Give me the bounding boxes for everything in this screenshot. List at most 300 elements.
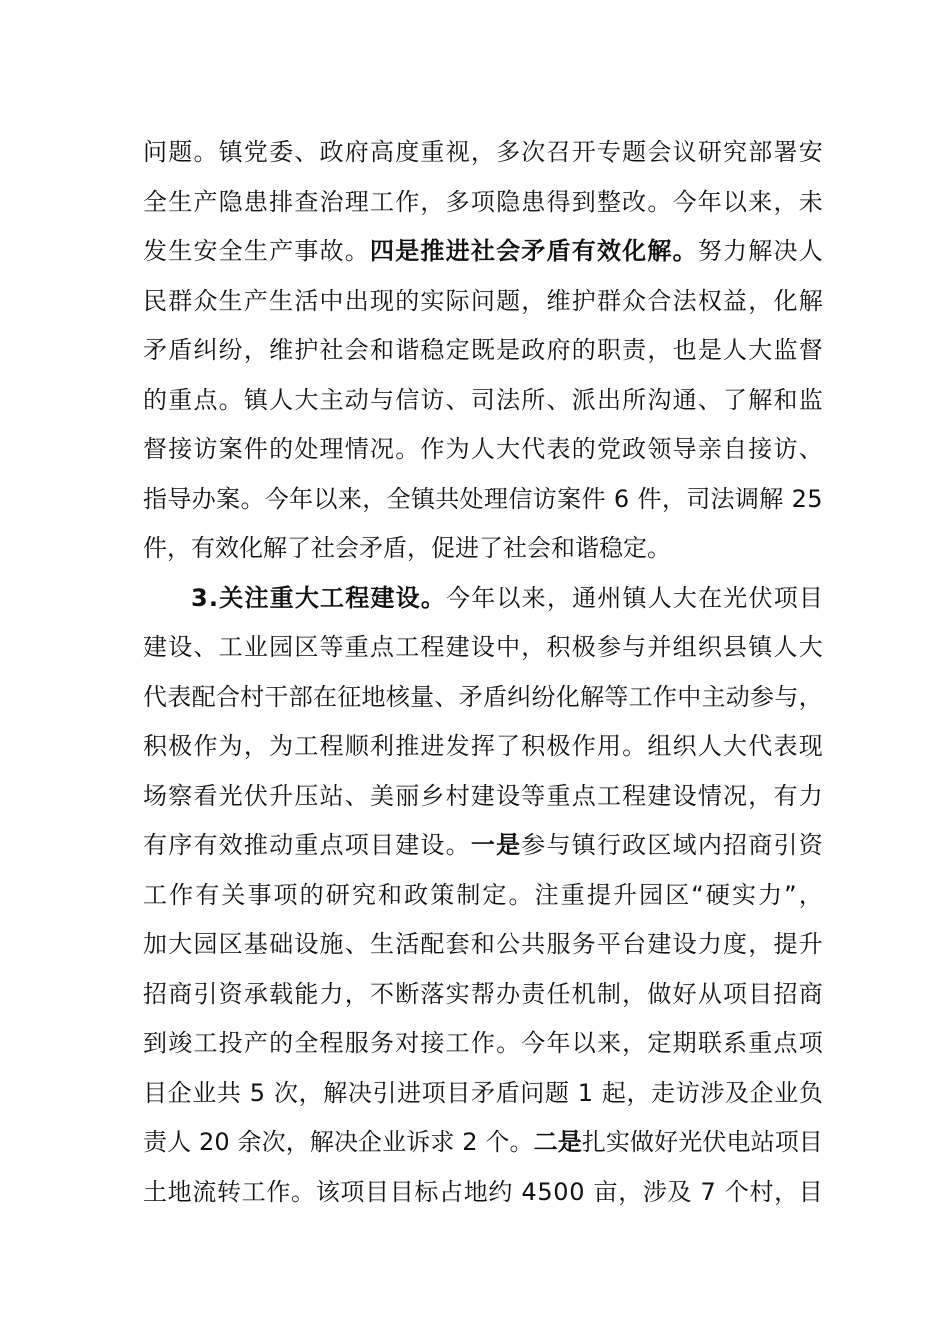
- glyph: 点: [773, 1029, 798, 1057]
- glyph: 重: [294, 831, 319, 859]
- glyph: 了: [723, 385, 748, 414]
- glyph: 是: [395, 237, 420, 265]
- glyph: 服: [344, 1029, 369, 1057]
- glyph: 与: [369, 385, 394, 414]
- glyph: ，: [298, 1078, 323, 1107]
- glyph: 重: [168, 385, 193, 414]
- glyph: 政: [622, 831, 647, 859]
- glyph: 镇: [243, 385, 268, 414]
- glyph: 代: [143, 682, 167, 711]
- glyph: 维: [546, 286, 571, 315]
- glyph: 点: [319, 831, 344, 859]
- glyph: 所: [521, 385, 546, 414]
- glyph: 程: [319, 1029, 344, 1057]
- glyph: 务: [369, 1029, 394, 1057]
- glyph: 注: [244, 583, 269, 612]
- glyph: 理: [484, 484, 509, 513]
- glyph: ，: [243, 336, 268, 364]
- glyph: 3: [191, 583, 208, 612]
- glyph: 承: [243, 979, 268, 1008]
- glyph: 全: [143, 187, 167, 216]
- glyph: 力: [319, 979, 344, 1008]
- glyph: 套: [445, 930, 470, 958]
- glyph: 社: [470, 237, 495, 265]
- glyph: 顺: [344, 732, 369, 760]
- glyph: 亲: [697, 435, 722, 463]
- glyph: 接: [168, 435, 193, 463]
- glyph: 生: [168, 237, 193, 265]
- glyph: 是: [557, 1128, 582, 1156]
- text-line: [143, 376, 823, 426]
- glyph: 工: [395, 633, 420, 661]
- glyph: 硬: [705, 880, 730, 909]
- glyph: 益: [723, 286, 748, 315]
- glyph: 进: [397, 1078, 422, 1107]
- glyph: 量: [410, 682, 435, 711]
- text-line: [143, 970, 823, 1020]
- glyph: .: [208, 583, 219, 612]
- glyph: 州: [597, 583, 622, 612]
- glyph: 。: [672, 237, 697, 265]
- glyph: 人: [723, 336, 748, 364]
- glyph: 年: [471, 583, 496, 612]
- glyph: 重: [560, 880, 585, 909]
- glyph: 建: [370, 583, 395, 612]
- glyph: 县: [723, 633, 748, 661]
- glyph: 干: [264, 682, 289, 711]
- glyph: [692, 1168, 700, 1218]
- glyph: 0: [553, 1177, 569, 1206]
- glyph: 作: [571, 732, 596, 760]
- glyph: 引: [372, 1078, 397, 1107]
- glyph: 极: [546, 732, 571, 760]
- glyph: 、: [697, 385, 722, 414]
- glyph: 作: [395, 187, 420, 216]
- glyph: 建: [647, 781, 672, 810]
- glyph: 个: [485, 1128, 510, 1156]
- text-line: [143, 920, 823, 970]
- glyph: 未: [798, 187, 823, 216]
- glyph: 现: [369, 286, 394, 315]
- glyph: 的: [571, 336, 596, 364]
- glyph: 出: [596, 385, 621, 414]
- glyph: 涉: [642, 1177, 667, 1206]
- glyph: 出: [344, 286, 369, 315]
- glyph: 等: [521, 781, 546, 810]
- glyph: 办: [496, 979, 521, 1008]
- glyph: 村: [240, 682, 265, 711]
- glyph: [569, 1069, 577, 1119]
- glyph: 化: [773, 286, 798, 315]
- glyph: 的: [269, 435, 294, 463]
- glyph: 中: [677, 682, 702, 711]
- glyph: 活: [395, 930, 420, 958]
- glyph: 今: [672, 187, 697, 216]
- text-line: [143, 772, 823, 822]
- glyph: 设: [294, 930, 319, 958]
- glyph: 责: [521, 979, 546, 1008]
- glyph: 项: [340, 1177, 365, 1206]
- glyph: 。: [240, 484, 265, 513]
- glyph: 工: [369, 187, 394, 216]
- glyph: 会: [496, 237, 521, 265]
- glyph: 能: [294, 979, 319, 1008]
- glyph: ，: [774, 1177, 799, 1206]
- glyph: 作: [266, 1177, 291, 1206]
- glyph: ，: [798, 682, 823, 711]
- glyph: 与: [774, 682, 799, 711]
- glyph: 维: [269, 336, 294, 364]
- glyph: 配: [420, 930, 445, 958]
- glyph: 设: [496, 781, 521, 810]
- glyph: 项: [723, 979, 748, 1008]
- text-line: [143, 673, 823, 723]
- glyph: 司: [470, 385, 495, 414]
- glyph: 流: [192, 1177, 217, 1206]
- glyph: 目: [798, 583, 823, 612]
- glyph: 。: [420, 583, 445, 612]
- glyph: 访: [193, 435, 218, 463]
- glyph: 、: [546, 385, 571, 414]
- glyph: 5: [537, 1177, 553, 1206]
- glyph: 大: [496, 435, 521, 463]
- glyph: 对: [395, 1029, 420, 1057]
- glyph: 建: [647, 930, 672, 958]
- glyph: 委: [269, 138, 294, 166]
- glyph: 度: [395, 138, 420, 166]
- glyph: 。: [395, 435, 420, 463]
- glyph: 稳: [420, 336, 445, 364]
- glyph: 处: [294, 435, 319, 463]
- glyph: 通: [572, 583, 597, 612]
- glyph: 处: [459, 484, 484, 513]
- glyph: 发: [143, 237, 167, 265]
- glyph: 多: [496, 138, 521, 166]
- glyph: 矛: [458, 682, 483, 711]
- glyph: 5: [807, 484, 823, 513]
- glyph: 题: [168, 138, 193, 166]
- glyph: 区: [647, 831, 672, 859]
- glyph: [191, 1118, 199, 1168]
- glyph: 和: [773, 385, 798, 414]
- glyph: 生: [218, 286, 243, 315]
- glyph: 序: [168, 831, 193, 859]
- glyph: 题: [496, 286, 521, 315]
- glyph: 走: [651, 1078, 676, 1107]
- glyph: 6: [613, 484, 630, 513]
- glyph: 实: [605, 1128, 630, 1156]
- glyph: 人: [697, 732, 722, 760]
- glyph: 及: [725, 1078, 749, 1107]
- glyph: 到: [143, 1029, 167, 1057]
- glyph: 权: [697, 286, 722, 315]
- glyph: 来: [337, 484, 362, 513]
- glyph: 地: [463, 1177, 488, 1206]
- glyph: 。: [496, 1029, 521, 1057]
- glyph: 美: [369, 781, 394, 810]
- glyph: 镇: [410, 484, 435, 513]
- glyph: 代: [748, 732, 773, 760]
- glyph: 专: [596, 138, 621, 166]
- glyph: 业: [243, 633, 268, 661]
- glyph: 安: [798, 138, 823, 166]
- glyph: 理: [319, 435, 344, 463]
- glyph: 伏: [243, 781, 268, 810]
- glyph: 实: [731, 880, 756, 909]
- glyph: 地: [167, 1177, 192, 1206]
- glyph: 府: [546, 336, 571, 364]
- glyph: 治: [319, 187, 344, 216]
- glyph: 站: [319, 781, 344, 810]
- glyph: 情: [697, 781, 722, 810]
- glyph: 生: [168, 187, 193, 216]
- glyph: 制: [596, 979, 621, 1008]
- glyph: 配: [191, 682, 216, 711]
- glyph: “: [691, 880, 704, 909]
- glyph: 建: [143, 633, 167, 661]
- glyph: ，: [521, 286, 546, 315]
- glyph: 引: [193, 979, 218, 1008]
- glyph: 推: [395, 732, 420, 760]
- glyph: 产: [243, 1029, 268, 1057]
- glyph: 进: [445, 237, 470, 265]
- glyph: 到: [571, 187, 596, 216]
- glyph: 。: [647, 187, 672, 216]
- glyph: 有: [773, 781, 798, 810]
- glyph: 况: [723, 781, 748, 810]
- glyph: 设: [672, 930, 697, 958]
- glyph: 召: [546, 138, 571, 166]
- glyph: 案: [557, 484, 582, 513]
- glyph: 园: [193, 930, 218, 958]
- glyph: 联: [697, 1029, 722, 1057]
- glyph: 排: [269, 187, 294, 216]
- glyph: 来: [521, 583, 546, 612]
- glyph: 村: [445, 781, 470, 810]
- glyph: 责: [143, 1128, 167, 1156]
- glyph: 效: [596, 237, 621, 265]
- text-line: [143, 425, 823, 475]
- glyph: 导: [167, 484, 192, 513]
- glyph: 接: [748, 435, 773, 463]
- glyph: 帮: [470, 979, 495, 1008]
- glyph: 设: [672, 781, 697, 810]
- glyph: 关: [221, 880, 246, 909]
- glyph: 大: [294, 583, 319, 612]
- glyph: 场: [143, 781, 167, 810]
- glyph: 件: [637, 484, 662, 513]
- glyph: 盾: [168, 336, 193, 364]
- glyph: 扎: [581, 1128, 606, 1156]
- glyph: ，: [748, 781, 773, 810]
- glyph: 作: [652, 682, 677, 711]
- glyph: 工: [143, 880, 167, 909]
- glyph: 人: [798, 237, 823, 265]
- glyph: 实: [445, 979, 470, 1008]
- glyph: 伏: [702, 1128, 727, 1156]
- glyph: 在: [312, 682, 337, 711]
- glyph: 生: [243, 237, 268, 265]
- glyph: 资: [798, 831, 823, 859]
- glyph: 合: [647, 286, 672, 315]
- glyph: 商: [168, 979, 193, 1008]
- glyph: 人: [647, 583, 672, 612]
- glyph: 标: [414, 1177, 439, 1206]
- glyph: 现: [798, 732, 823, 760]
- glyph: 、: [344, 930, 369, 958]
- glyph: 工: [628, 682, 653, 711]
- glyph: 。: [218, 385, 243, 414]
- glyph: 、: [798, 435, 823, 463]
- glyph: 作: [193, 732, 218, 760]
- glyph: 该: [315, 1177, 340, 1206]
- glyph: 重: [748, 1029, 773, 1057]
- glyph: 建: [445, 633, 470, 661]
- glyph: 升: [798, 930, 823, 958]
- glyph: 工: [294, 732, 319, 760]
- glyph: 机: [571, 979, 596, 1008]
- glyph: 领: [647, 435, 672, 463]
- glyph: 接: [420, 1029, 445, 1057]
- glyph: 利: [369, 732, 394, 760]
- glyph: ，: [521, 633, 546, 661]
- glyph: 落: [420, 979, 445, 1008]
- glyph: 建: [470, 781, 495, 810]
- glyph: 工: [445, 1029, 470, 1057]
- glyph: 重: [420, 138, 445, 166]
- glyph: 0: [569, 1177, 585, 1206]
- glyph: 极: [571, 633, 596, 661]
- glyph: 改: [622, 187, 647, 216]
- glyph: ，: [285, 1128, 310, 1156]
- glyph: 信: [508, 484, 533, 513]
- glyph: 做: [630, 1128, 655, 1156]
- glyph: 目: [798, 1177, 823, 1206]
- glyph: 署: [773, 138, 798, 166]
- text-line: [143, 277, 823, 327]
- glyph: 派: [571, 385, 596, 414]
- glyph: 为: [269, 732, 294, 760]
- glyph: 7: [700, 1177, 716, 1206]
- glyph: 以: [571, 1029, 596, 1057]
- glyph: 、: [434, 682, 459, 711]
- glyph: 盾: [546, 237, 571, 265]
- glyph: 纠: [193, 336, 218, 364]
- glyph: 决: [773, 237, 798, 265]
- glyph: 生: [369, 930, 394, 958]
- glyph: 程: [420, 633, 445, 661]
- glyph: 政: [319, 138, 344, 166]
- text-line: [143, 574, 823, 624]
- glyph: 全: [294, 1029, 319, 1057]
- glyph: 5: [249, 1078, 266, 1107]
- glyph: 核: [385, 682, 410, 711]
- glyph: 件: [581, 484, 606, 513]
- glyph: 以: [313, 484, 338, 513]
- glyph: 镇: [622, 583, 647, 612]
- glyph: [716, 1168, 724, 1218]
- glyph: 制: [456, 880, 481, 909]
- glyph: 视: [445, 138, 470, 166]
- glyph: 务: [571, 930, 596, 958]
- glyph: 项: [773, 583, 798, 612]
- glyph: 表: [773, 732, 798, 760]
- glyph: 内: [697, 831, 722, 859]
- glyph: 事: [294, 237, 319, 265]
- glyph: 、: [294, 138, 319, 166]
- glyph: 解: [748, 385, 773, 414]
- glyph: 重: [344, 633, 369, 661]
- glyph: 研: [697, 138, 722, 166]
- glyph: 用: [596, 732, 621, 760]
- glyph: 引: [773, 831, 798, 859]
- glyph: 。: [445, 831, 470, 859]
- glyph: 与: [622, 633, 647, 661]
- glyph: 生: [269, 286, 294, 315]
- glyph: [606, 475, 614, 525]
- glyph: 织: [697, 633, 722, 661]
- glyph: 法: [672, 286, 697, 315]
- glyph: 征: [337, 682, 362, 711]
- glyph: 共: [216, 1078, 241, 1107]
- glyph: 力: [723, 237, 748, 265]
- glyph: 2: [462, 1128, 478, 1156]
- glyph: 中: [496, 633, 521, 661]
- glyph: 解: [647, 237, 672, 265]
- glyph: 力: [697, 930, 722, 958]
- glyph: 题: [622, 138, 647, 166]
- glyph: ，: [344, 979, 369, 1008]
- glyph: 全: [386, 484, 411, 513]
- glyph: 商: [798, 979, 823, 1008]
- glyph: 问: [143, 138, 167, 166]
- glyph: ，: [546, 583, 571, 612]
- glyph: 议: [672, 138, 697, 166]
- glyph: 点: [369, 633, 394, 661]
- glyph: 光: [218, 781, 243, 810]
- glyph: 今: [264, 484, 289, 513]
- glyph: 自: [723, 435, 748, 463]
- glyph: 法: [710, 484, 735, 513]
- glyph: 平: [596, 930, 621, 958]
- glyph: 通: [672, 385, 697, 414]
- glyph: 的: [269, 1029, 294, 1057]
- glyph: 故: [319, 237, 344, 265]
- glyph: 地: [361, 682, 386, 711]
- text-line: [143, 1019, 823, 1069]
- glyph: 护: [571, 286, 596, 315]
- text-line: [143, 722, 823, 772]
- glyph: 台: [622, 930, 647, 958]
- glyph: 等: [319, 633, 344, 661]
- glyph: 多: [445, 187, 470, 216]
- glyph: 动: [269, 831, 294, 859]
- glyph: 矛: [521, 237, 546, 265]
- glyph: 光: [678, 1128, 703, 1156]
- glyph: ”: [784, 880, 797, 909]
- glyph: 推: [243, 831, 268, 859]
- glyph: 访: [532, 484, 557, 513]
- glyph: 系: [723, 1029, 748, 1057]
- glyph: 群: [168, 286, 193, 315]
- glyph: ，: [661, 484, 686, 513]
- glyph: 园: [269, 633, 294, 661]
- glyph: 监: [798, 385, 823, 414]
- text-line: [143, 227, 823, 277]
- glyph: 次: [261, 1128, 286, 1156]
- glyph: 压: [294, 781, 319, 810]
- glyph: 项: [344, 831, 369, 859]
